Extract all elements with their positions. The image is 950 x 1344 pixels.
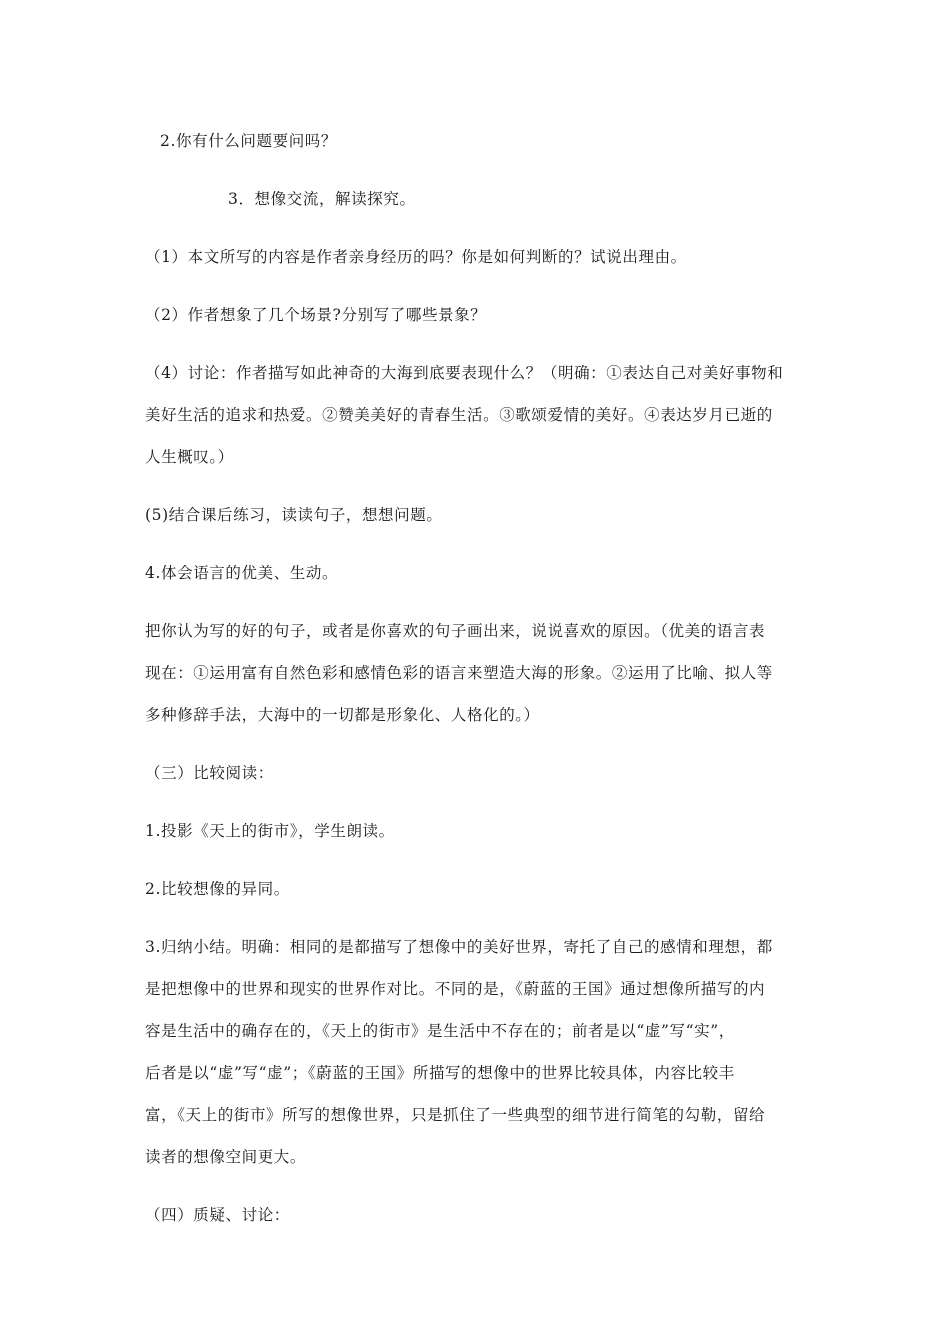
- text-line-question-1: （1）本文所写的内容是作者亲身经历的吗？你是如何判断的？试说出理由。: [145, 248, 687, 266]
- text-line-question-4-cont-1: 美好生活的追求和热爱。②赞美美好的青春生活。③歌颂爱情的美好。④表达岁月已逝的: [145, 406, 773, 424]
- text-line-summary-2: 是把想像中的世界和现实的世界作对比。不同的是，《蔚蓝的王国》通过想像所描写的内: [145, 980, 766, 998]
- text-line-summary-4: 后者是以“虚”写“虚”；《蔚蓝的王国》所描写的想像中的世界比较具体，内容比较丰: [145, 1064, 735, 1082]
- text-line-summary-6: 读者的想像空间更大。: [145, 1148, 307, 1166]
- text-line-compare-1: 1.投影《天上的街市》，学生朗读。: [145, 822, 395, 840]
- text-line-section-3-heading: （三）比较阅读：: [145, 764, 274, 782]
- text-line-summary-3: 容是生活中的确存在的，《天上的街市》是生活中不存在的；前者是以“虚”写“实”，: [145, 1022, 735, 1040]
- text-line-question-4-cont-2: 人生概叹。）: [145, 448, 234, 466]
- text-line-question: 2.你有什么问题要问吗？: [160, 132, 337, 150]
- text-line-step-4-heading: 4.体会语言的优美、生动。: [145, 564, 339, 582]
- text-line-question-2: （2）作者想象了几个场景?分别写了哪些景象？: [145, 306, 487, 324]
- text-line-language-para-1: 把你认为写的好的句子，或者是你喜欢的句子画出来，说说喜欢的原因。（优美的语言表: [145, 622, 766, 640]
- text-line-compare-2: 2.比较想像的异同。: [145, 880, 290, 898]
- text-line-step-3-heading: 3．想像交流，解读探究。: [228, 190, 416, 208]
- text-line-question-5: (5)结合课后练习，读读句子，想想问题。: [145, 506, 443, 524]
- text-line-section-4-heading: （四）质疑、讨论：: [145, 1206, 290, 1224]
- text-line-language-para-2: 现在：①运用富有自然色彩和感情色彩的语言来塑造大海的形象。②运用了比喻、拟人等: [145, 664, 773, 682]
- text-line-question-4: （4）讨论：作者描写如此神奇的大海到底要表现什么？（明确：①表达自己对美好事物和: [145, 364, 784, 382]
- text-line-summary-5: 富，《天上的街市》所写的想像世界，只是抓住了一些典型的细节进行简笔的勾勒，留给: [145, 1106, 766, 1124]
- text-line-summary-1: 3.归纳小结。明确：相同的是都描写了想像中的美好世界，寄托了自己的感情和理想，都: [145, 938, 773, 956]
- text-line-language-para-3: 多种修辞手法，大海中的一切都是形象化、人格化的。）: [145, 706, 540, 724]
